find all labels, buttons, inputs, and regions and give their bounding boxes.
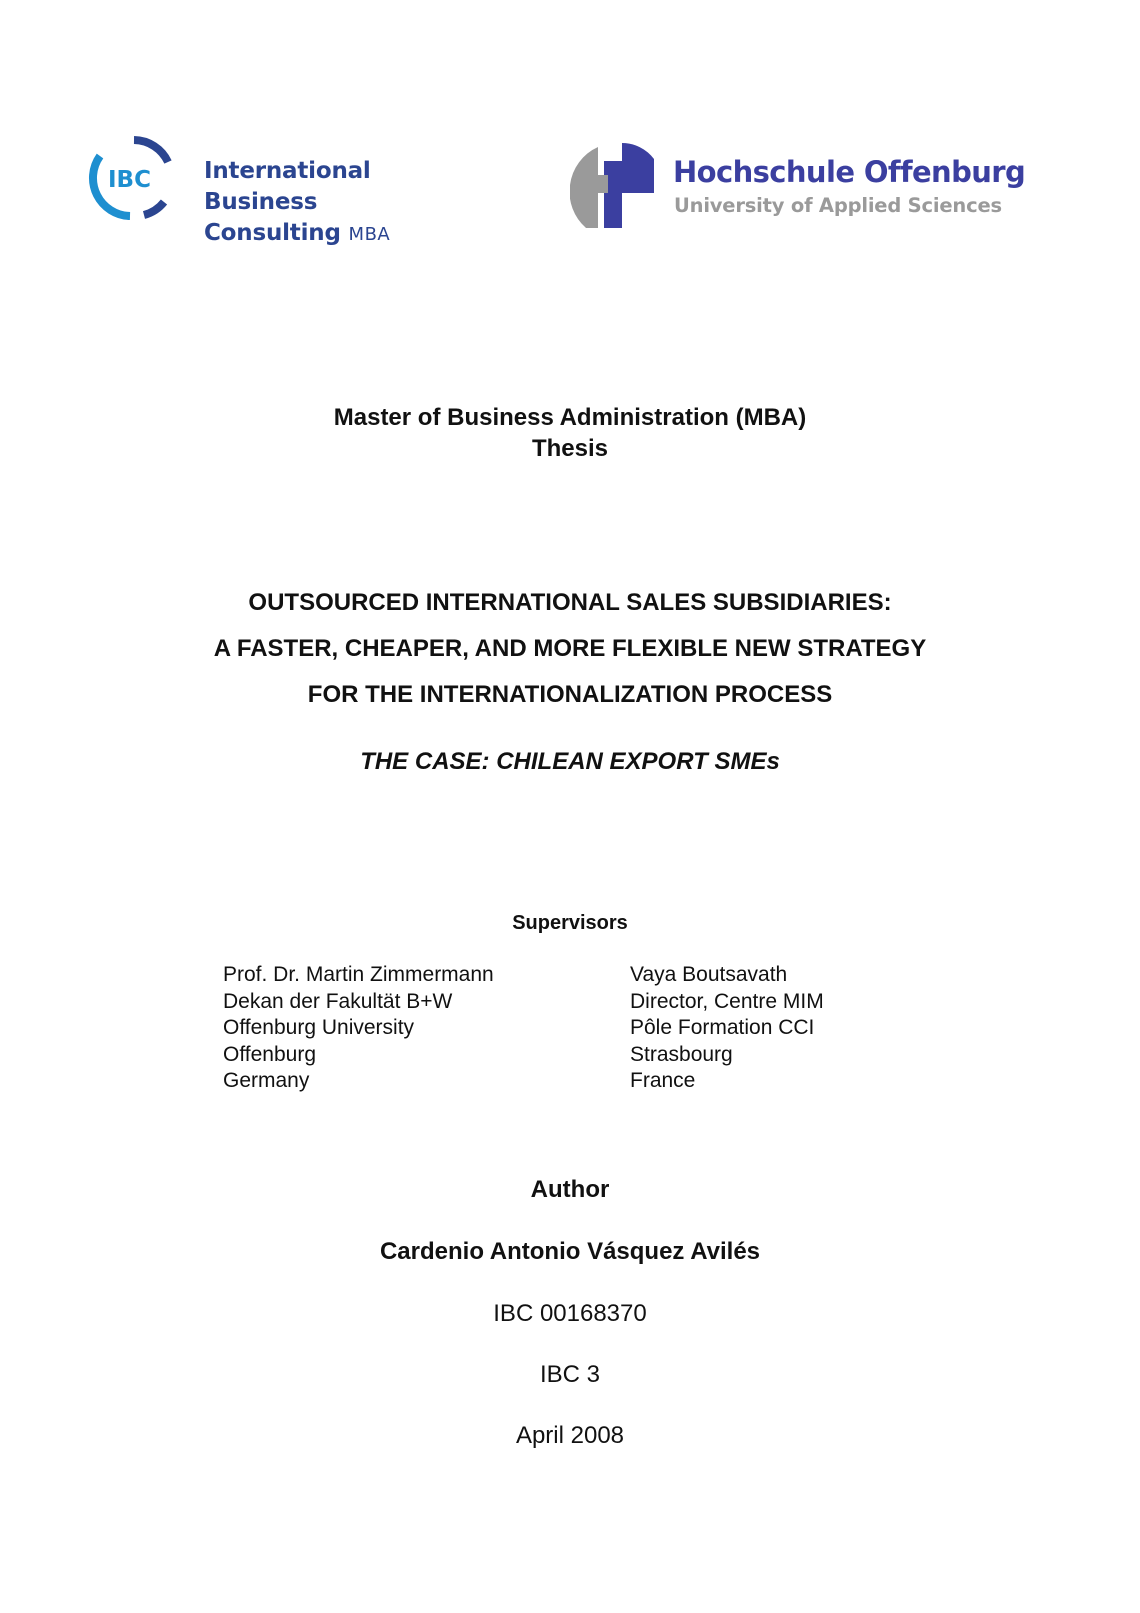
- supervisor-right-city: Strasbourg: [630, 1042, 733, 1066]
- supervisor-left-city: Offenburg: [223, 1042, 317, 1066]
- supervisor-right: [630, 962, 824, 1095]
- supervisor-right-name: Vaya Boutsavath: [630, 963, 788, 986]
- ibc-name-line1: International Business: [204, 158, 371, 215]
- ibc-name: [204, 156, 486, 250]
- supervisor-left-country: Germany: [223, 1069, 310, 1092]
- thesis-title-line3: FOR THE INTERNATIONALIZATION PROCESS: [307, 681, 833, 708]
- author-label: Author: [530, 1176, 610, 1203]
- cohort: IBC 3: [539, 1361, 601, 1388]
- author-id: IBC 00168370: [493, 1300, 647, 1327]
- thesis-title: [0, 580, 1140, 718]
- degree-heading: [0, 402, 1140, 464]
- supervisor-right-position: Director, Centre MIM: [630, 989, 824, 1013]
- ibc-name-line2: Consulting MBA: [204, 220, 391, 246]
- degree-line2: Thesis: [531, 435, 609, 462]
- ibc-ring-icon: [86, 130, 182, 226]
- degree-line1: Master of Business Administration (MBA): [333, 404, 807, 431]
- supervisor-left-name: Prof. Dr. Martin Zimmermann: [223, 963, 494, 986]
- supervisors-heading: Supervisors: [512, 912, 628, 934]
- supervisor-right-country: France: [630, 1069, 696, 1092]
- thesis-title-line2: A FASTER, CHEAPER, AND MORE FLEXIBLE NEW STRATEGY: [213, 635, 927, 662]
- ibc-logo: [86, 130, 486, 246]
- hochschule-mark-icon: [570, 133, 655, 228]
- thesis-title-line1: OUTSOURCED INTERNATIONAL SALES SUBSIDIARIES:: [248, 589, 892, 616]
- supervisor-left-position: Dekan der Fakultät B+W: [223, 989, 453, 1013]
- author-name: Cardenio Antonio Vásquez Avilés: [379, 1238, 761, 1265]
- supervisor-left: [223, 962, 494, 1095]
- submission-date: April 2008: [515, 1422, 625, 1449]
- hochschule-logo: [570, 133, 1040, 233]
- thesis-subtitle: THE CASE: CHILEAN EXPORT SMEs: [360, 748, 780, 775]
- ibc-mba-suffix: MBA: [348, 224, 391, 245]
- supervisor-right-institution: Pôle Formation CCI: [630, 1016, 815, 1039]
- supervisor-left-institution: Offenburg University: [223, 1016, 415, 1039]
- ibc-mark-text: IBC: [108, 167, 151, 193]
- hochschule-subtitle: University of Applied Sciences: [674, 194, 1002, 217]
- hochschule-name: Hochschule Offenburg: [673, 155, 1026, 189]
